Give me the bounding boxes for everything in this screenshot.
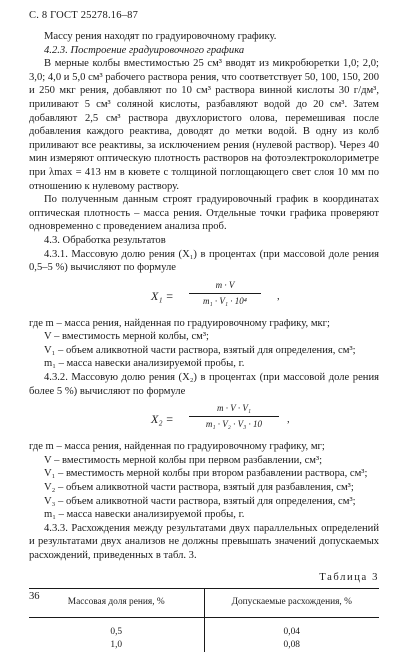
table-cell: 0,5 xyxy=(29,618,204,640)
paragraph: 4.3.2. Массовую долю рения (X₂) в процентах (при массовой доле рения более 5 %) вычисляют по формуле xyxy=(29,372,379,397)
formula-comma: , xyxy=(287,414,290,426)
definition-line: V – вместимость мерной колбы при первом разбавлении, см³; xyxy=(44,454,323,466)
formula-denominator: m₁ · V₁ · 10⁴ xyxy=(203,295,247,306)
formula-lhs: X₁ = xyxy=(151,288,174,303)
formula-x1 xyxy=(29,279,379,315)
formula-x2 xyxy=(29,402,379,438)
definition-line: V₃ – объем аликвотной части раствора, взятый для определения, см³; xyxy=(44,495,356,507)
formula-numerator: m · V · V₁ xyxy=(217,403,251,414)
formula-fraction xyxy=(189,402,279,430)
table-cell: 1,0 xyxy=(29,639,204,652)
paragraph: 4.3.3. Расхождения между результатами двух параллельных определений и результатами двух анализов не должны превышать значений допускаемых расхождений, приведенных в табл. 3. xyxy=(29,522,379,561)
table-header-cell: Массовая доля рения, % xyxy=(29,589,204,618)
table-header-row xyxy=(29,589,379,618)
table-cell: 0,04 xyxy=(283,627,300,638)
paragraph: По полученным данным строят градуировочный график в координатах оптическая плотность – масса рения. Отдельные точки графика проверяют одновременно с проведением анализа проб. xyxy=(29,194,379,233)
table-caption: Таблица 3 xyxy=(319,571,379,583)
data-table xyxy=(29,588,379,652)
definition-line: где m – масса рения, найденная по градуировочному графику, мкг; xyxy=(29,317,330,329)
page-body xyxy=(29,30,379,652)
definition-line: где m – масса рения, найденная по градуировочному графику, мг; xyxy=(29,441,325,453)
definition-line: m₁ – масса навески анализируемой пробы, г. xyxy=(44,358,245,370)
definitions-list xyxy=(29,440,379,522)
formula-denominator: m₁ · V₂ · V₃ · 10 xyxy=(205,419,263,430)
paragraph: 4.3.1. Массовую долю рения (X₁) в процентах (при массовой доле рения 0,5–5 %) вычисляют по формуле xyxy=(29,248,379,274)
formula-fraction xyxy=(189,279,261,307)
definition-line: V – вместимость мерной колбы, см³; xyxy=(44,331,209,343)
page-number: 36 xyxy=(29,591,40,602)
paragraph: Массу рения находят по градуировочному графику. xyxy=(44,31,277,42)
definition-line: m₁ – масса навески анализируемой пробы, г. xyxy=(44,509,245,521)
formula-numerator: m · V xyxy=(215,279,235,290)
definitions-list xyxy=(29,317,379,371)
page-header: С. 8 ГОСТ 25278.16–87 xyxy=(29,10,139,21)
formula-comma: , xyxy=(277,290,280,302)
paragraph: В мерные колбы вместимостью 25 см³ вводят из микробюретки 1,0; 2,0; 3,0; 4,0 и 5,0 см³ рабочего раствора рения, что соответствует 50, 100, 150, 200 и 250 мкг рения, добавляют по 10 см³ раствора винной кислоты 30 г/дм³, приливают 5 см³ соляной кислоты, разбавляют водой до 20 см³. Затем добавляют 2,5 см³ раствора двухлористого олова, перемешивая после добавления каждого реактива, доводят до метки водой. В одну из колб приливают все реактивы, за исключением рения (нулевой раствор). Через 40 мин измеряют оптическую плотность растворов на фотоэлектроколориметре при λmax = 413 нм в кювете с толщиной поглощающего свет слоя 10 мм по отношению к нулевому раствору. xyxy=(29,58,379,192)
definition-line: V₁ – объем аликвотной части раствора, взятый для определения, см³; xyxy=(44,344,356,356)
table-cell: 0,08 xyxy=(283,640,300,651)
section-heading: 4.2.3. Построение градуировочного графика xyxy=(44,44,245,56)
formula-lhs: X₂ = xyxy=(151,412,174,427)
definition-line: V₂ – объем аликвотной части раствора, взятый для разбавления, см³; xyxy=(44,482,354,494)
table-row xyxy=(29,639,379,652)
definition-line: V₁ – вместимость мерной колбы при втором разбавлении раствора, см³; xyxy=(44,468,368,480)
table-row xyxy=(29,618,379,640)
section-heading: 4.3. Обработка результатов xyxy=(44,234,166,246)
table-header-cell: Допускаемые расхождения, % xyxy=(204,589,379,618)
